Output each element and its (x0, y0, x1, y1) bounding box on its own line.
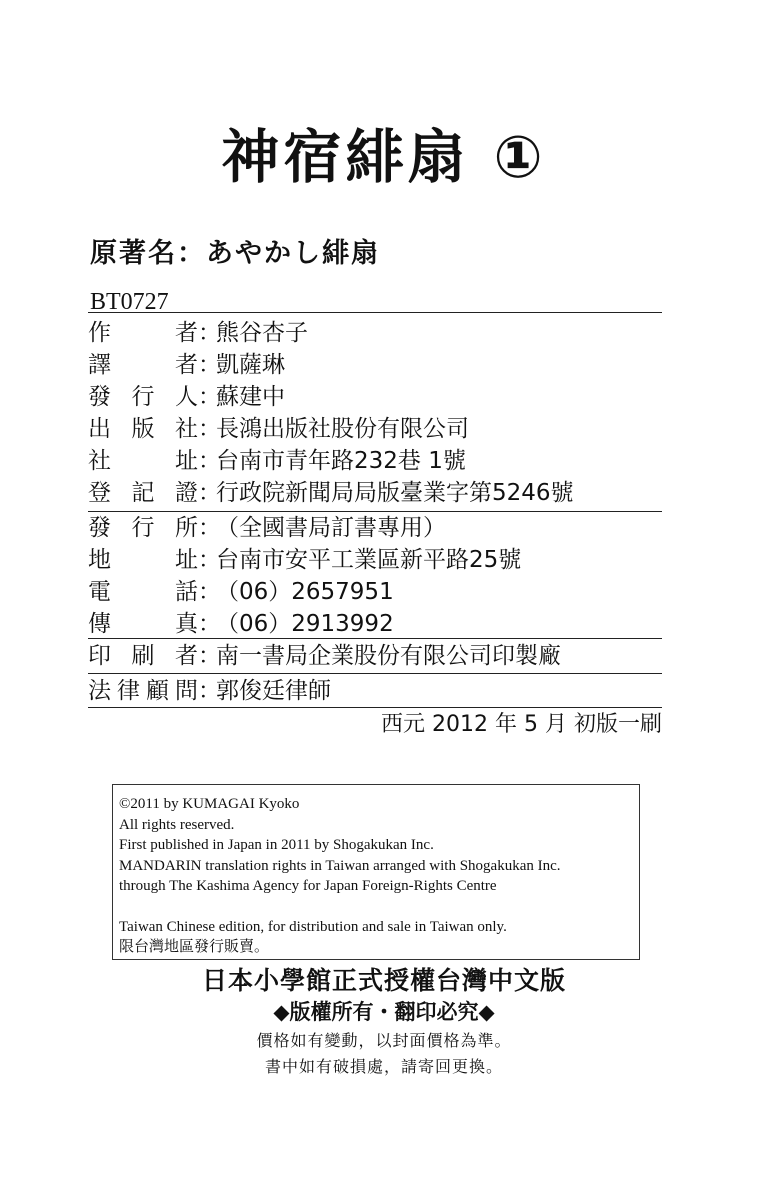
row-colon: ： (198, 579, 221, 605)
divider (88, 638, 662, 639)
row-label: 發行所 (88, 515, 198, 541)
row-label: 傳真 (88, 611, 198, 637)
info-row-legal (88, 676, 668, 706)
copyright-line: MANDARIN translation rights in Taiwan arranged with Shogakukan Inc. (119, 857, 561, 874)
divider (88, 511, 662, 512)
info-row-address (88, 545, 668, 575)
info-row-press-address (88, 446, 668, 476)
info-row-distributor (88, 513, 668, 543)
book-code: BT0727 (90, 289, 169, 315)
copyright-line: 限台灣地區發行販賣。 (119, 939, 270, 955)
row-colon: ： (198, 643, 221, 669)
info-row-author (88, 318, 668, 348)
row-colon: ： (198, 611, 221, 637)
copyright-line: Taiwan Chinese edition, for distribution and sale in Taiwan only. (119, 918, 507, 935)
copyright-box (112, 784, 640, 960)
info-row-printer (88, 641, 668, 671)
row-value: 南一書局企業股份有限公司印製廠 (216, 643, 561, 669)
row-colon: ： (198, 320, 221, 346)
info-row-registration (88, 478, 668, 508)
row-label: 電話 (88, 579, 198, 605)
row-label: 作者 (88, 320, 198, 346)
row-colon: ： (198, 678, 221, 704)
row-value: 熊谷杏子 (216, 320, 308, 346)
row-colon: ： (198, 448, 221, 474)
row-colon: ： (198, 384, 221, 410)
row-value: 長鴻出版社股份有限公司 (216, 416, 469, 442)
info-row-translator (88, 350, 668, 380)
row-colon: ： (198, 547, 221, 573)
row-value: （06）2657951 (216, 579, 394, 605)
row-value: 凱薩琳 (216, 352, 285, 378)
info-row-phone (88, 577, 668, 607)
spacer (119, 897, 639, 917)
row-value: （06）2913992 (216, 611, 394, 637)
row-label: 社址 (88, 448, 198, 474)
info-row-fax (88, 609, 668, 639)
row-label: 登記證 (88, 480, 198, 506)
row-label: 發行人 (88, 384, 198, 410)
book-title: 神宿緋扇 ① (221, 123, 547, 191)
row-colon: ： (198, 515, 221, 541)
row-label: 出版社 (88, 416, 198, 442)
row-colon: ： (198, 352, 221, 378)
row-colon: ： (198, 480, 221, 506)
row-value: 台南市青年路232巷 1號 (216, 448, 466, 474)
copyright-line: through The Kashima Agency for Japan Foreign-Rights Centre (119, 878, 497, 894)
divider (88, 312, 662, 313)
authorization-notice: 日本小學館正式授權台灣中文版 (201, 966, 566, 995)
row-label: 法律顧問 (88, 678, 198, 704)
info-row-press (88, 414, 668, 444)
row-label: 譯者 (88, 352, 198, 378)
row-value: 郭俊廷律師 (216, 678, 331, 704)
price-note: 價格如有變動，以封面價格為準。 (256, 1031, 512, 1050)
copyright-line: All rights reserved. (119, 816, 235, 833)
info-row-publisher (88, 382, 668, 412)
copyright-line: First published in Japan in 2011 by Shogakukan Inc. (119, 837, 434, 853)
rights-notice: ◆版權所有・翻印必究◆ (273, 1000, 495, 1024)
row-value: 行政院新聞局局版臺業字第5246號 (216, 480, 574, 506)
row-label: 地址 (88, 547, 198, 573)
copyright-line: ©2011 by KUMAGAI Kyoko (119, 796, 300, 812)
divider (88, 707, 662, 708)
divider (88, 673, 662, 674)
edition-date: 西元 2012 年 5 月 初版一刷 (381, 712, 662, 737)
row-value: （全國書局訂書專用） (216, 515, 446, 541)
row-value: 台南市安平工業區新平路25號 (216, 547, 522, 573)
row-label: 印刷者 (88, 643, 198, 669)
return-note: 書中如有破損處，請寄回更換。 (264, 1057, 503, 1076)
row-value: 蘇建中 (216, 384, 285, 410)
row-colon: ： (198, 416, 221, 442)
original-title: 原著名：あやかし緋扇 (90, 238, 380, 269)
